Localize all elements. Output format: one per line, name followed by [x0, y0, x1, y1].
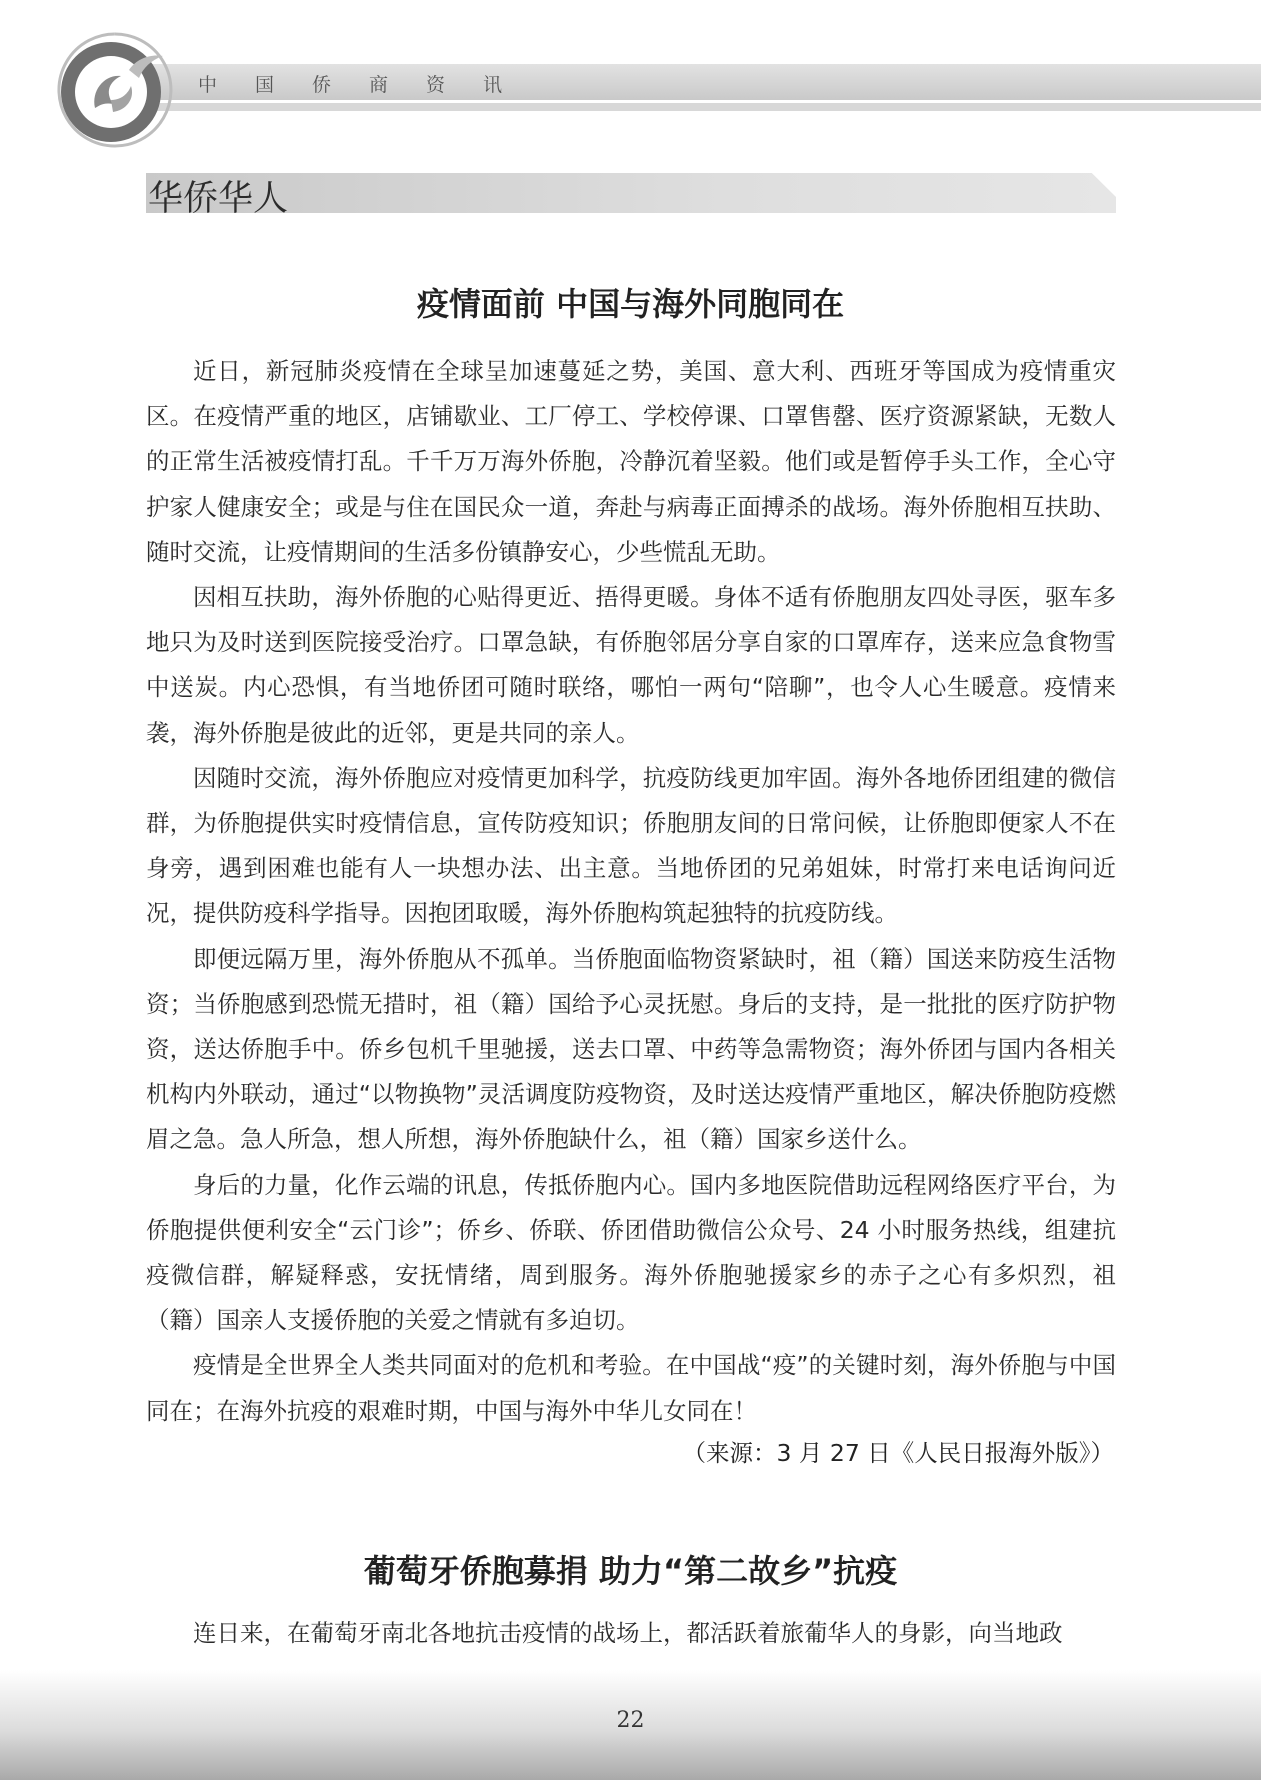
article-title: 疫情面前 中国与海外同胞同在 [416, 285, 845, 323]
section-title: 华侨华人 [148, 179, 289, 219]
header-band-underline [150, 103, 1261, 111]
paragraph: 近日，新冠肺炎疫情在全球呈加速蔓延之势，美国、意大利、西班牙等国成为疫情重灾区。在疫情严重的地区，店铺歇业、工厂停工、学校停课、口罩售罄、医疗资源紧缺，无数人的正常生活被疫情打乱。千千万万海外侨胞，冷静沉着坚毅。他们或是暂停手头工作，全心守护家人健康安全；或是与住在国民众一道，奔赴与病毒正面搏杀的战场。海外侨胞相互扶助、随时交流，让疫情期间的生活多份镇静安心，少些慌乱无助。 [146, 357, 1116, 566]
paragraph: 因随时交流，海外侨胞应对疫情更加科学，抗疫防线更加牢固。海外各地侨团组建的微信群，为侨胞提供实时疫情信息，宣传防疫知识；侨胞朋友间的日常问候，让侨胞即便家人不在身旁，遇到困难也能有人一块想办法、出主意。当地侨团的兄弟姐妹，时常打来电话询问近况，提供防疫科学指导。因抱团取暖，海外侨胞构筑起独特的抗疫防线。 [146, 763, 1116, 928]
article-body [146, 349, 1116, 1434]
article-source: （来源：3 月 27 日《人民日报海外版》） [682, 1439, 1114, 1467]
logo-icon [55, 30, 175, 150]
magazine-name: 中国侨商资讯 [198, 74, 541, 96]
paragraph: 疫情是全世界全人类共同面对的危机和考验。在中国战“疫”的关键时刻，海外侨胞与中国同在；在海外抗疫的艰难时期，中国与海外中华儿女同在！ [146, 1351, 1116, 1425]
page-number: 22 [616, 1708, 645, 1733]
section-heading-background [146, 173, 1116, 213]
article-body [146, 1611, 1116, 1656]
paragraph: 因相互扶助，海外侨胞的心贴得更近、捂得更暖。身体不适有侨胞朋友四处寻医，驱车多地只为及时送到医院接受治疗。口罩急缺，有侨胞邻居分享自家的口罩库存，送来应急食物雪中送炭。内心恐惧，有当地侨团可随时联络，哪怕一两句“陪聊”，也令人心生暖意。疫情来袭，海外侨胞是彼此的近邻，更是共同的亲人。 [146, 583, 1116, 747]
paragraph: 身后的力量，化作云端的讯息，传抵侨胞内心。国内多地医院借助远程网络医疗平台，为侨胞提供便利安全“云门诊”；侨乡、侨联、侨团借助微信公众号、24 小时服务热线，组建抗疫微信群，解疑释惑，安抚情绪，周到服务。海外侨胞驰援家乡的赤子之心有多炽烈，祖（籍）国亲人支援侨胞的关爱之情就有多迫切。 [146, 1170, 1116, 1335]
article-title: 葡萄牙侨胞募捐 助力“第二故乡”抗疫 [363, 1552, 898, 1590]
paragraph: 连日来，在葡萄牙南北各地抗击疫情的战场上，都活跃着旅葡华人的身影，向当地政 [193, 1619, 1063, 1647]
paragraph: 即便远隔万里，海外侨胞从不孤单。当侨胞面临物资紧缺时，祖（籍）国送来防疫生活物资；当侨胞感到恐慌无措时，祖（籍）国给予心灵抚慰。身后的支持，是一批批的医疗防护物资，送达侨胞手中。侨乡包机千里驰援，送去口罩、中药等急需物资；海外侨团与国内各相关机构内外联动，通过“以物换物”灵活调度防疫物资，及时送达疫情严重地区，解决侨胞防疫燃眉之急。急人所急，想人所想，海外侨胞缺什么，祖（籍）国家乡送什么。 [146, 944, 1116, 1154]
